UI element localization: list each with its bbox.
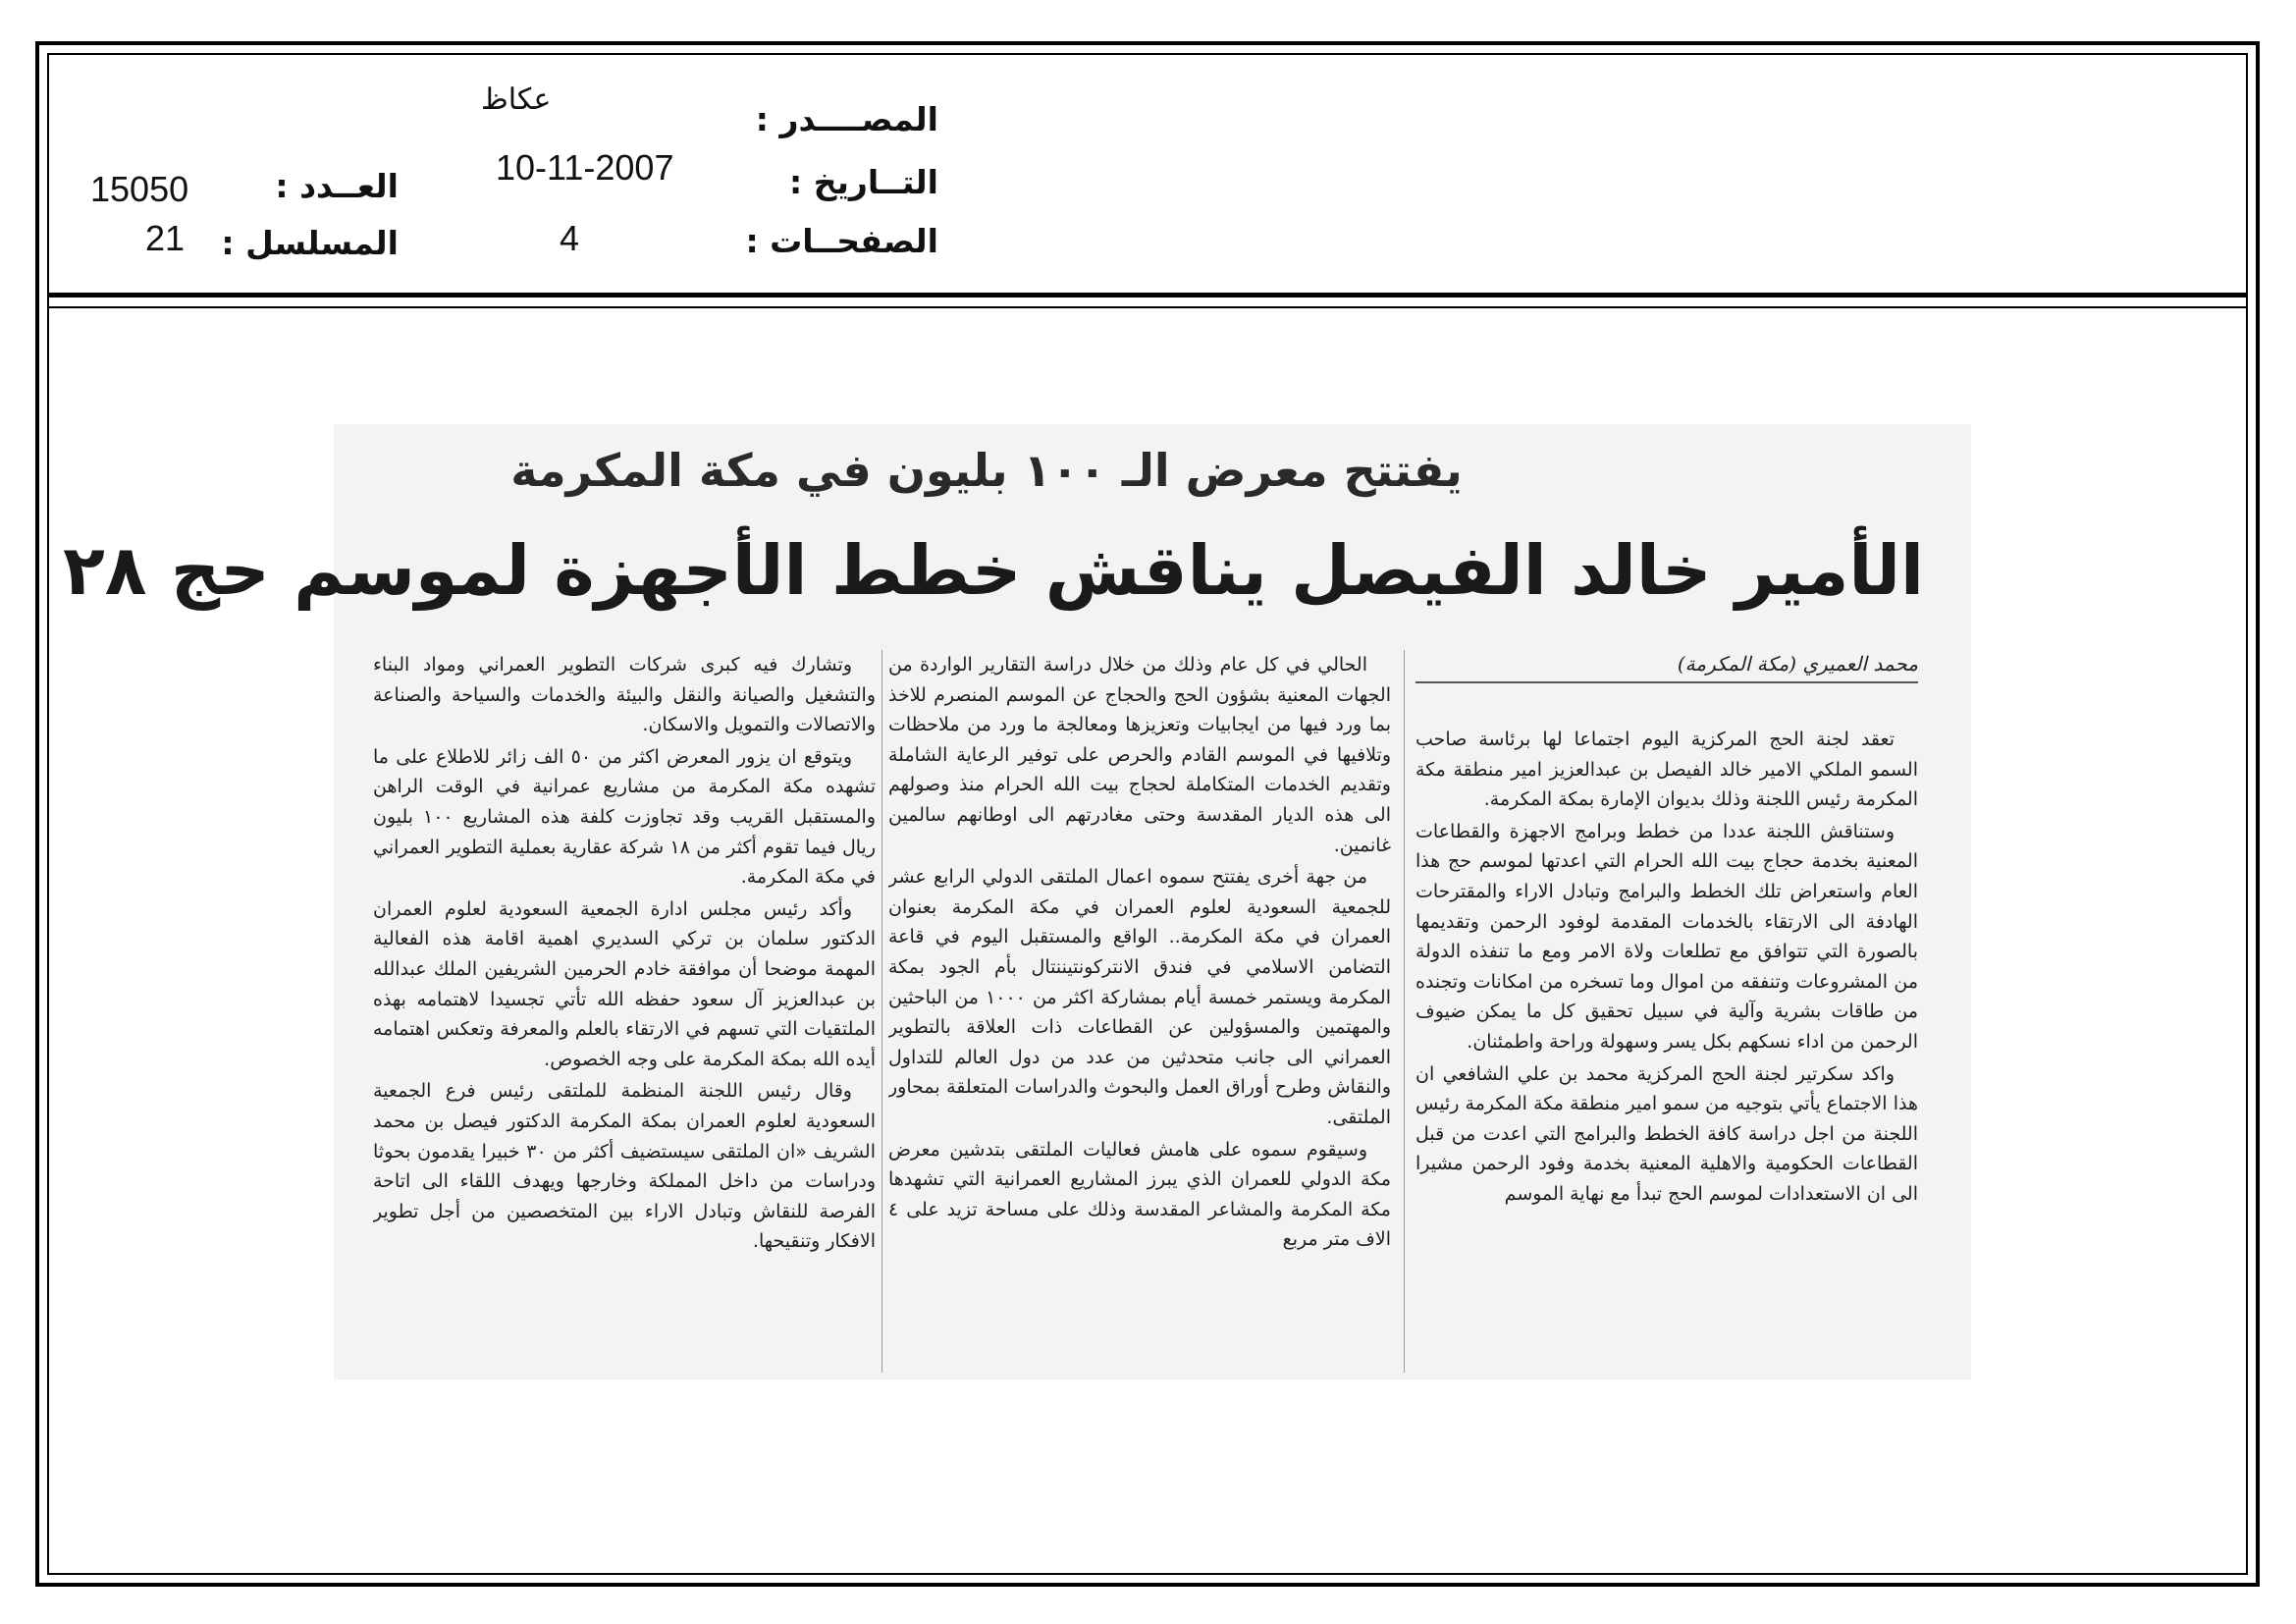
paragraph: الحالي في كل عام وذلك من خلال دراسة التقارير الواردة من الجهات المعنية بشؤون الحج والحجاج عن الموسم المنصرم للاخذ بما ورد فيها من ايجابيات وتعزيزها ومعالجة ما ورد من ملاحظات وتلافيها في الموسم القادم والحرص على توفير الرعاية الشاملة وتقديم الخدمات المتكاملة لحجاج بيت الله الحرام منذ وصولهم الى هذه الديار المقدسة وحتى مغادرتهم الى اوطانهم سالمين غانمين. xyxy=(888,654,1391,856)
paragraph: واكد سكرتير لجنة الحج المركزية محمد بن علي الشافعي ان هذا الاجتماع يأتي بتوجيه من سمو امير منطقة مكة المكرمة رئيس اللجنة من اجل دراسة كافة الخطط والبرامج التي اعدت من قبل القطاعات الحكومية والاهلية المعنية بخدمة وفود الرحمن مشيرا الى ان الاستعدادات لموسم الحج تبدأ مع نهاية الموسم xyxy=(1415,1062,1918,1205)
column-divider xyxy=(1404,650,1405,1373)
serial-value: 21 xyxy=(145,218,186,258)
source-value: عكاظ xyxy=(481,83,552,116)
source-label: المصــــدر : xyxy=(755,100,938,138)
paragraph: وتشارك فيه كبرى شركات التطوير العمراني ومواد البناء والتشغيل والصيانة والنقل والبيئة والخدمات والسياحة والصناعة والاتصالات والتمويل والاسكان. xyxy=(373,654,876,736)
issue-value: 15050 xyxy=(90,169,189,209)
paragraph: وسيقوم سموه على هامش فعاليات الملتقى بتدشين معرض مكة الدولي للعمران الذي يبرز المشاريع العمرانية التي تشهدها مكة المكرمة والمشاعر المقدسة وذلك على مساحة تزيد على ٤ الاف متر مربع xyxy=(888,1138,1391,1251)
date-label: التــاريخ : xyxy=(789,163,938,201)
article-byline: محمد العميري (مكة المكرمة) xyxy=(1415,652,1918,683)
article-column-2 xyxy=(888,650,1391,1377)
date-value: 10-11-2007 xyxy=(496,147,674,188)
article-column-3 xyxy=(373,650,876,1377)
paragraph: من جهة أخرى يفتتح سموه اعمال الملتقى الدولي الرابع عشر للجمعية السعودية لعلوم العمران في مكة المكرمة بعنوان العمران في مكة المكرمة.. الواقع والمستقبل اليوم في قاعة التضامن الاسلامي في فندق الانتركونتيننتال بأم الجود بمكة المكرمة ويستمر خمسة أيام بمشاركة اكثر من ١٠٠٠ من الباحثين والمهتمين والمسؤولين عن القطاعات ذات العلاقة بالتطوير العمراني الى جانب متحدثين من عدد من دول العالم للتداول والنقاش وطرح أوراق العمل والبحوث والدراسات المتعلقة بمحاور الملتقى. xyxy=(888,866,1391,1128)
paragraph: وقال رئيس اللجنة المنظمة للملتقى رئيس فرع الجمعية السعودية لعلوم العمران بمكة المكرمة الدكتور فيصل بن محمد الشريف «ان الملتقى سيستضيف أكثر من ٣٠ خبيرا يقدمون بحوثا ودراسات من داخل المملكة وخارجها ويهدف اللقاء الى اتاحة الفرصة للنقاش وتبادل الاراء بين المتخصصين من أجل تطوير الافكار وتنقيحها. xyxy=(373,1080,876,1253)
article-headline: الأمير خالد الفيصل يناقش خطط الأجهزة لموسم حج ٢٨ xyxy=(63,530,1924,611)
article-kicker: يفتتح معرض الـ ١٠٠ بليون في مكة المكرمة xyxy=(510,444,1463,497)
pages-label: الصفحــات : xyxy=(745,222,938,260)
article-column-1 xyxy=(1415,725,1918,1373)
serial-label: المسلسل : xyxy=(221,224,399,262)
paragraph: وأكد رئيس مجلس ادارة الجمعية السعودية لعلوم العمران الدكتور سلمان بن تركي السديري اهمية اقامة هذه الفعالية المهمة موضحا أن موافقة خادم الحرمين الشريفين الملك عبدالله بن عبدالعزيز آل سعود حفظه الله تأتي تجسيدا لاهتمامه بهذه الملتقيات التي تسهم في الارتقاء بالعلم والمعرفة وتعكس اهتمامه أيده الله بمكة المكرمة على وجه الخصوص. xyxy=(373,897,876,1070)
column-divider xyxy=(881,650,882,1373)
issue-label: العــدد : xyxy=(275,167,399,205)
header-divider xyxy=(47,293,2248,298)
header-divider-thin xyxy=(47,306,2248,308)
paragraph: تعقد لجنة الحج المركزية اليوم اجتماعا لها برئاسة صاحب السمو الملكي الامير خالد الفيصل بن عبدالعزيز امير منطقة مكة المكرمة رئيس اللجنة وذلك بديوان الإمارة بمكة المكرمة. xyxy=(1415,729,1918,811)
pages-value: 4 xyxy=(560,218,580,258)
paragraph: ويتوقع ان يزور المعرض اكثر من ٥٠ الف زائر للاطلاع على ما تشهده مكة المكرمة من مشاريع عمرانية في الوقت الراهن والمستقبل القريب وقد تجاوزت كلفة هذه المشاريع ١٠٠ بليون ريال فيما تقوم أكثر من ١٨ شركة عقارية بعملية التطوير العمراني في مكة المكرمة. xyxy=(373,745,876,889)
paragraph: وستناقش اللجنة عددا من خطط وبرامج الاجهزة والقطاعات المعنية بخدمة حجاج بيت الله الحرام التي اعدتها لموسم حج هذا العام واستعراض تلك الخطط والبرامج وتبادل الاراء والمقترحات الهادفة الى الارتقاء بالخدمات المقدمة لوفود الرحمن وتقديمها بالصورة التي تتوافق مع تطلعات ولاة الامر ومع ما تنفذه الدولة من المشروعات وتنفقه من اموال وما تسخره من امكانات وتجنده من طاقات بشرية وآلية في سبيل تحقيق كل ما يمكن ضيوف الرحمن من اداء نسكهم بكل يسر وسهولة وراحة واطمئنان. xyxy=(1415,820,1918,1053)
